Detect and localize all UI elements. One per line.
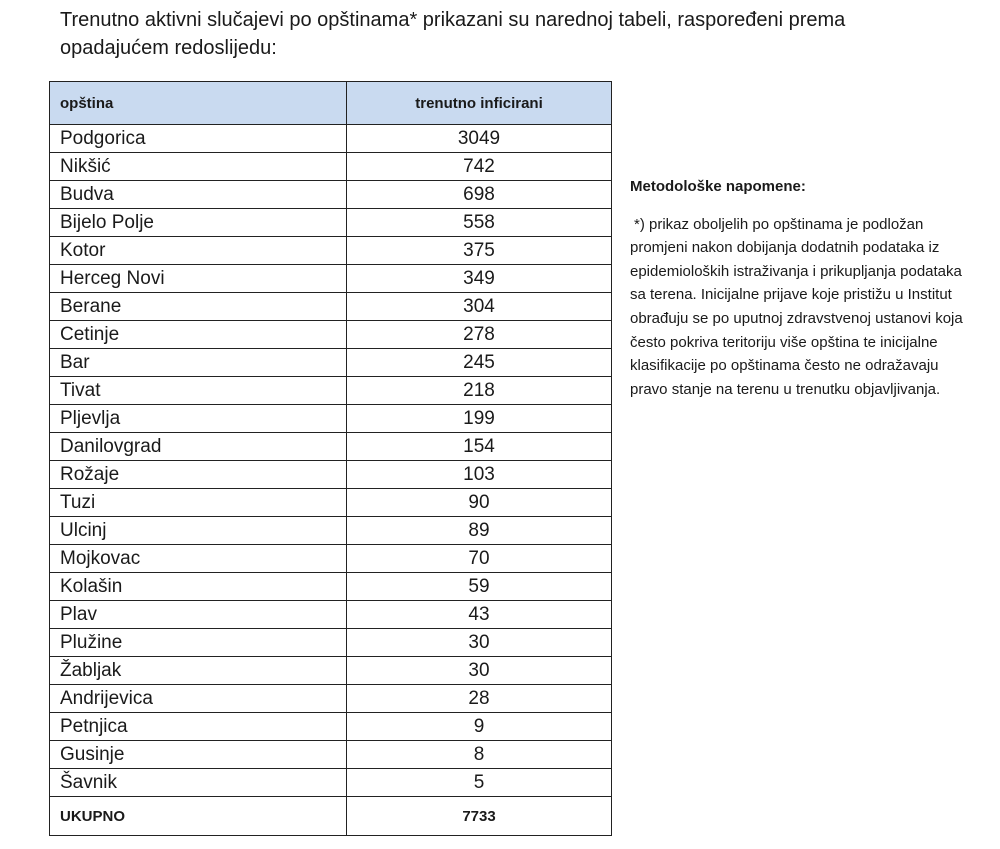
- municipality-name: Berane: [50, 293, 347, 321]
- infected-count: 59: [347, 573, 612, 601]
- infected-count: 43: [347, 601, 612, 629]
- table-body: [50, 125, 612, 797]
- table-row: [50, 769, 612, 797]
- infected-count: 349: [347, 265, 612, 293]
- table-row: [50, 405, 612, 433]
- municipality-name: Kotor: [50, 237, 347, 265]
- table-row: [50, 181, 612, 209]
- infected-count: 742: [347, 153, 612, 181]
- infected-count: 103: [347, 461, 612, 489]
- infected-count: 154: [347, 433, 612, 461]
- municipality-name: Danilovgrad: [50, 433, 347, 461]
- municipality-name: Herceg Novi: [50, 265, 347, 293]
- infected-count: 30: [347, 629, 612, 657]
- table-row: [50, 601, 612, 629]
- infected-count: 218: [347, 377, 612, 405]
- infected-count: 9: [347, 713, 612, 741]
- table-row: [50, 293, 612, 321]
- table-row: [50, 209, 612, 237]
- infected-count: 199: [347, 405, 612, 433]
- municipality-name: Tuzi: [50, 489, 347, 517]
- table-row: [50, 125, 612, 153]
- table-row: [50, 433, 612, 461]
- infected-count: 375: [347, 237, 612, 265]
- municipality-name: Tivat: [50, 377, 347, 405]
- municipality-name: Mojkovac: [50, 545, 347, 573]
- municipality-name: Petnjica: [50, 713, 347, 741]
- infected-count: 30: [347, 657, 612, 685]
- table-header-row: [50, 82, 612, 125]
- table-row: [50, 349, 612, 377]
- municipality-name: Nikšić: [50, 153, 347, 181]
- table-row: [50, 685, 612, 713]
- notes-title: Metodološke napomene:: [630, 178, 806, 195]
- municipality-name: Plužine: [50, 629, 347, 657]
- table-row: [50, 321, 612, 349]
- municipality-name: Cetinje: [50, 321, 347, 349]
- municipality-name: Budva: [50, 181, 347, 209]
- table-row: [50, 153, 612, 181]
- infected-count: 89: [347, 517, 612, 545]
- table-row: [50, 237, 612, 265]
- table-row: [50, 573, 612, 601]
- infected-count: 698: [347, 181, 612, 209]
- infected-count: 8: [347, 741, 612, 769]
- municipality-name: Bijelo Polje: [50, 209, 347, 237]
- table-row: [50, 489, 612, 517]
- infected-count: 70: [347, 545, 612, 573]
- municipality-name: Pljevlja: [50, 405, 347, 433]
- municipality-name: Gusinje: [50, 741, 347, 769]
- municipality-name: Plav: [50, 601, 347, 629]
- table-row: [50, 377, 612, 405]
- total-label: UKUPNO: [50, 797, 347, 836]
- table-row: [50, 629, 612, 657]
- municipality-name: Podgorica: [50, 125, 347, 153]
- infected-count: 304: [347, 293, 612, 321]
- infected-count: 558: [347, 209, 612, 237]
- methodology-notes: [630, 175, 975, 401]
- column-header-infected: trenutno inficirani: [347, 82, 612, 125]
- municipality-name: Rožaje: [50, 461, 347, 489]
- municipality-table: [49, 81, 612, 836]
- column-header-municipality: opština: [50, 82, 347, 125]
- table-row: [50, 657, 612, 685]
- table-row: [50, 741, 612, 769]
- table-row: [50, 461, 612, 489]
- municipality-name: Kolašin: [50, 573, 347, 601]
- infected-count: 245: [347, 349, 612, 377]
- infected-count: 278: [347, 321, 612, 349]
- table-row: [50, 713, 612, 741]
- total-row: [50, 797, 612, 836]
- municipality-name: Žabljak: [50, 657, 347, 685]
- infected-count: 3049: [347, 125, 612, 153]
- municipality-name: Šavnik: [50, 769, 347, 797]
- table-row: [50, 545, 612, 573]
- notes-text: *) prikaz oboljelih po opštinama je podložan promjeni nakon dobijanja dodatnih podataka iz epidemioloških istraživanja i prikupljanja podataka sa terena. Inicijalne prijave koje pristižu u Institut obrađuju se po uputnoj zdravstvenoj ustanovi koja često pokriva teritoriju više opština te inicijalne klasifikacije po opštinama često ne odražavaju pravo stanje na terenu u trenutku objavljivanja.: [630, 215, 963, 398]
- infected-count: 5: [347, 769, 612, 797]
- infected-count: 90: [347, 489, 612, 517]
- municipality-name: Andrijevica: [50, 685, 347, 713]
- table-row: [50, 517, 612, 545]
- total-value: 7733: [347, 797, 612, 836]
- infected-count: 28: [347, 685, 612, 713]
- municipality-name: Ulcinj: [50, 517, 347, 545]
- table-row: [50, 265, 612, 293]
- municipality-name: Bar: [50, 349, 347, 377]
- intro-text: Trenutno aktivni slučajevi po opštinama* prikazani su narednoj tabeli, raspoređeni prema opadajućem redoslijedu:: [60, 9, 846, 59]
